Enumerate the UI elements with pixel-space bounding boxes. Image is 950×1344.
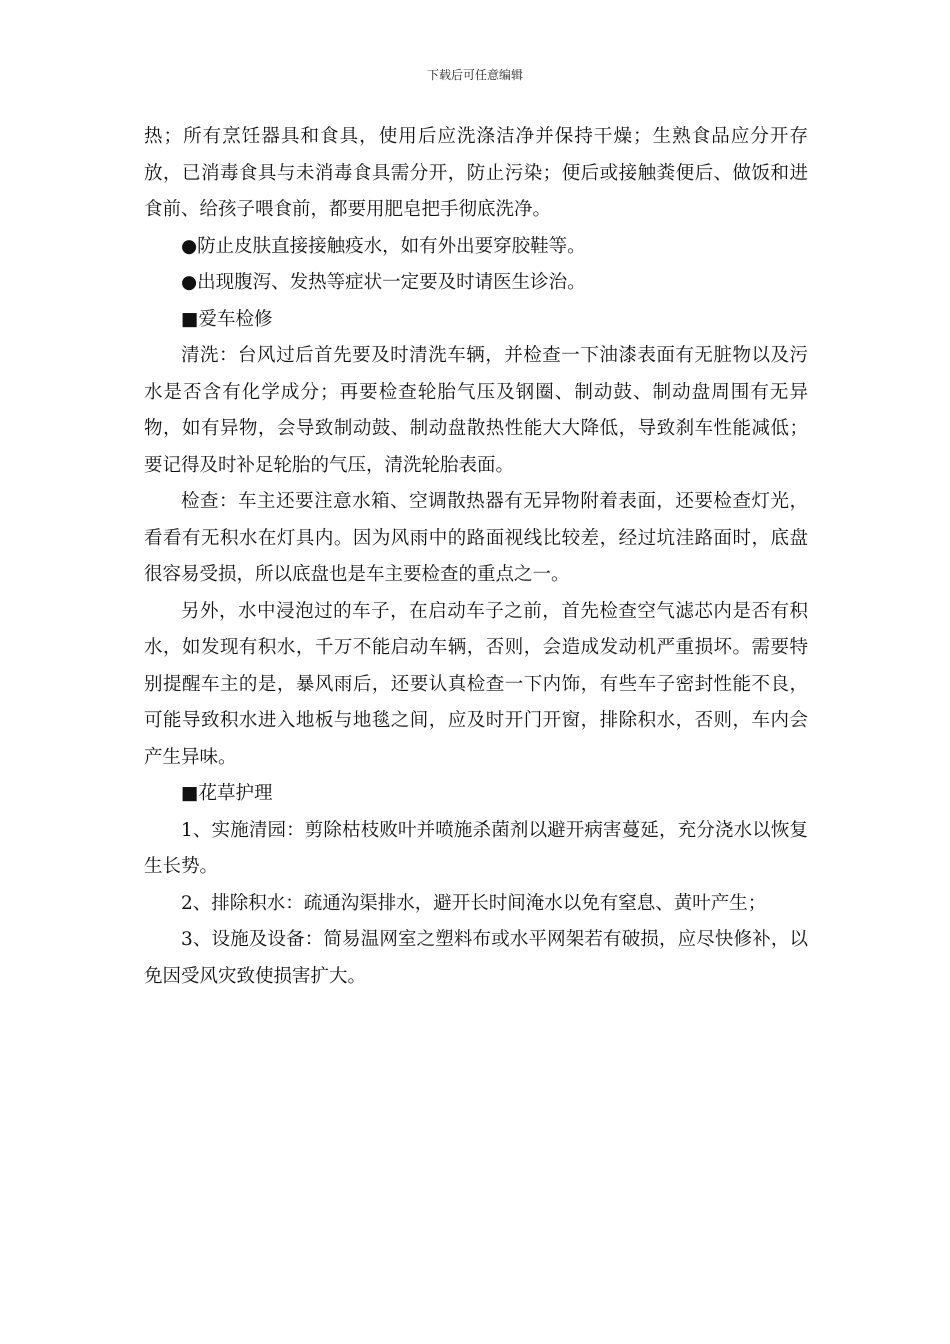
paragraph-plant-drainage: 2、排除积水：疏通沟渠排水，避开长时间淹水以免有窒息、黄叶产生； <box>181 892 767 914</box>
document-body <box>144 119 808 995</box>
section-heading-plant-care: ■花草护理 <box>181 783 273 804</box>
paragraph-hygiene-continued: 热；所有烹饪器具和食具，使用后应洗涤洁净并保持干燥；生熟食品应分开存放，已消毒食具与未消毒食具需分开，防止污染；便后或接触粪便后、做饭和进食前、给孩子喂食前，都要用肥皂把手彻底洗净。 <box>144 126 808 220</box>
paragraph-car-cleaning: 清洗：台风过后首先要及时清洗车辆，并检查一下油漆表面有无脏物以及污水是否含有化学成分；再要检查轮胎气压及钢圈、制动鼓、制动盘周围有无异物，如有异物，会导致制动鼓、制动盘散热性能大大降低，导致刹车性能减低；要记得及时补足轮胎的气压，清洗轮胎表面。 <box>144 345 808 476</box>
section-heading-car-maintenance: ■爱车检修 <box>181 308 273 330</box>
bullet-seek-doctor: ●出现腹泻、发热等症状一定要及时请医生诊治。 <box>181 272 586 293</box>
paragraph-plant-cleanup: 1、实施清园：剪除枯枝败叶并喷施杀菌剂以避开病害蔓延，充分浇水以恢复生长势。 <box>144 819 808 877</box>
bullet-avoid-contaminated-water: ●防止皮肤直接接触疫水，如有外出要穿胶鞋等。 <box>181 235 586 257</box>
paragraph-plant-facilities: 3、设施及设备：简易温网室之塑料布或水平网架若有破损，应尽快修补，以免因受风灾致使损害扩大。 <box>144 929 808 987</box>
paragraph-flooded-car: 另外，水中浸泡过的车子，在启动车子之前，首先检查空气滤芯内是否有积水，如发现有积水，千万不能启动车辆，否则，会造成发动机严重损坏。需要特别提醒车主的是，暴风雨后，还要认真检查一下内饰，有些车子密封性能不良，可能导致积水进入地板与地毯之间，应及时开门开窗，排除积水，否则，车内会产生异味。 <box>144 600 808 768</box>
paragraph-car-inspection: 检查：车主还要注意水箱、空调散热器有无异物附着表面，还要检查灯光，看看有无积水在灯具内。因为风雨中的路面视线比较差，经过坑洼路面时，底盘很容易受损，所以底盘也是车主要检查的重点之一。 <box>144 491 808 585</box>
page-header: 下载后可任意编辑 <box>426 68 523 82</box>
